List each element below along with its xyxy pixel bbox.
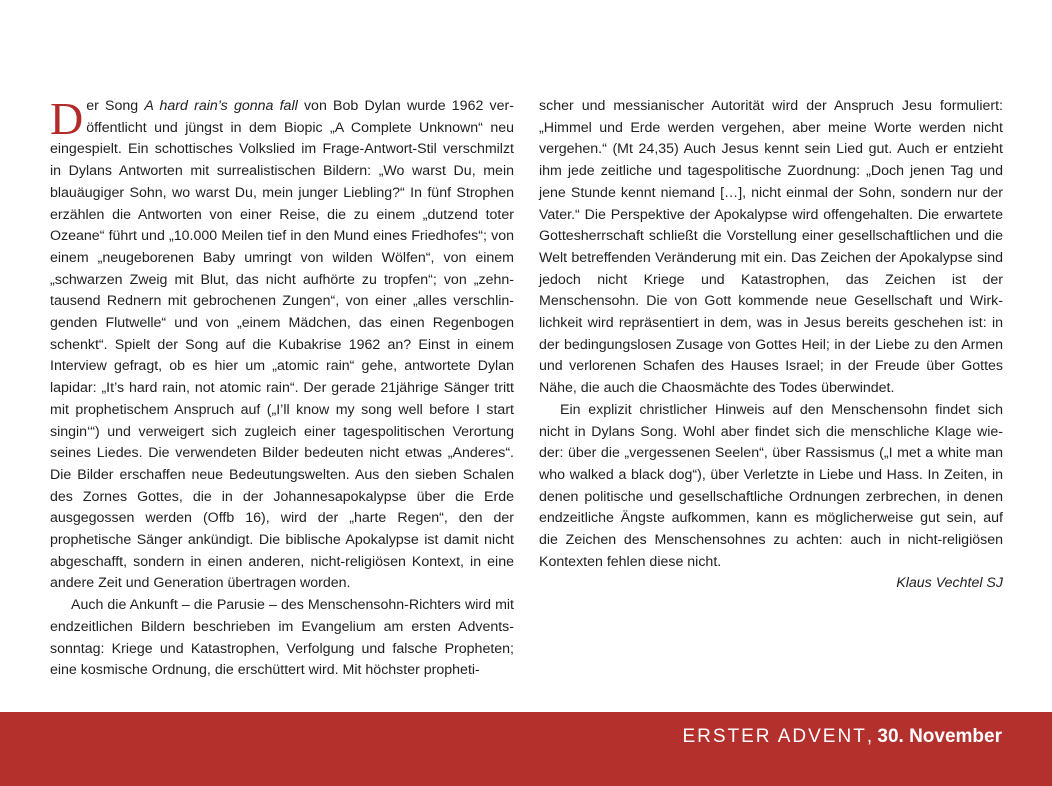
footer-title xyxy=(682,726,1002,748)
article-paragraph: Auch die Ankunft – die Parusie – des Menschensohn-Richters wird mit endzeitlichen Bildern beschrieben im Evangelium am ersten Adventssonntag: Kriege und Katastrophen, Verfolgung und falsche Propheten; eine kosmische Ordnung, die erschüttert wird. Mit höchster propheti- xyxy=(50,597,514,679)
footer-bar xyxy=(0,712,1052,786)
article-column-left xyxy=(50,93,514,682)
paragraph-text: von Bob Dylan wurde 1962 veröffentlicht und jüngst in dem Biopic „A Complete Unknown“ neu eingespielt. Ein schottisches Volkslied im Frage-Antwort-Stil verschmilzt in Dylans Antworten mit surrealistischen Bildern: „Wo warst Du, mein blauäugiger Sohn, wo warst Du, mein junger Liebling?“ In fünf Strophen erzählen die Antworten von einer Reise, die zu einem „dutzend toter Ozeane“ führt und „10.000 Meilen tief in den Mund eines Friedhofes“; von einem „neugeborenen Baby umringt von wilden Wölfen“, von einem „schwarzen Zweig mit Blut, das nicht aufhörte zu tropfen“; von „zehntausend Rednern mit gebrochenen Zungen“, von einer „alles verschlingenden Flutwelle“ und von „einem Mädchen, das einen Regenbogen schenkt“. Spielt der Song auf die Kubakrise 1962 an? Einst in einem Interview gefragt, ob es hier um „atomic rain“ gehe, antwortete Dylan lapidar: „It’s hard rain, not atomic rain“. Der gerade 21jährige Sänger tritt mit prophetischem Anspruch auf („I’ll know my song well before I start singin‘“) und verweigert sich zugleich einer tagespolitischen Verortung seines Liedes. Die verwendeten Bilder bedeuten nicht etwas „Anderes“. Die Bilder erschaffen neue Bedeutungswelten. Aus den sieben Schalen des Zornes Gottes, die in der Johannesapokalypse über die Erde ausgegossen werden (Offb 16), wird der „harte Regen“, den der prophetische Sänger ankündigt. Die biblische Apokalypse ist damit nicht abgeschafft, sondern in einen anderen, nicht-religiösen Kontext, in eine andere Zeit und Generation übertragen worden. xyxy=(50,98,514,592)
article-paragraph: scher und messianischer Autorität wird der Anspruch Jesu formuliert: „Himmel und Erde werden vergehen, aber meine Worte werden nicht vergehen.“ (Mt 24,35) Auch Jesus kennt sein Lied gut. Auch er entzieht ihm jede zeitliche und tagespolitische Zuordnung: „Doch jenen Tag und jene Stunde kennt niemand […], nicht einmal der Sohn, sondern nur der Vater.“ Die Perspektive der Apokalypse wird offengehalten. Die erwartete Gottesherrschaft schließt die Vorstellung einer gesellschaftlichen und die Welt betreffenden Veränderung mit ein. Das Zeichen der Apokalypse sind jedoch nicht Kriege und Katastrophen, das Zeichen ist der Menschensohn. Die von Gott kommende neue Gesellschaft und Wirklichkeit wird repräsentiert in dem, was in Jesus bereits geschehen ist: in der bedingungslosen Zusage von Gottes Heil; in der Liebe zu den Armen und verlorenen Schafen des Hauses Israel; in der Freude über Gottes Nähe, die auch die Chaosmächte des Todes überwindet. xyxy=(539,98,1003,397)
article-paragraph xyxy=(50,93,514,595)
paragraph-text: er Song xyxy=(86,98,145,114)
footer-date: 30. November xyxy=(877,726,1002,747)
footer-season-label: ERSTER ADVENT xyxy=(682,726,867,747)
article-paragraph: Ein explizit christlicher Hinweis auf den Menschensohn findet sich nicht in Dylans Song. Wohl aber findet sich die menschliche Klage wieder: über die „vergessenen Seelen“, über Rassismus („I met a white man who walked a black dog“), über Verletzte in Liebe und Hass. In Zeiten, in denen politische und gesellschaftliche Ordnungen zerbrechen, in denen endzeitliche Ängste aufkommen, kann es möglicherweise gut sein, auf die Zeichen des Menschensohnes zu achten: auch in nicht-religiösen Kontexten fehlen diese nicht. xyxy=(539,401,1003,570)
article-column-right xyxy=(539,96,1003,595)
footer-separator: , xyxy=(866,726,878,747)
song-title: A hard rain’s gonna fall xyxy=(144,98,298,114)
drop-cap: D xyxy=(50,93,84,144)
author-signature: Klaus Vechtel SJ xyxy=(896,575,1003,592)
